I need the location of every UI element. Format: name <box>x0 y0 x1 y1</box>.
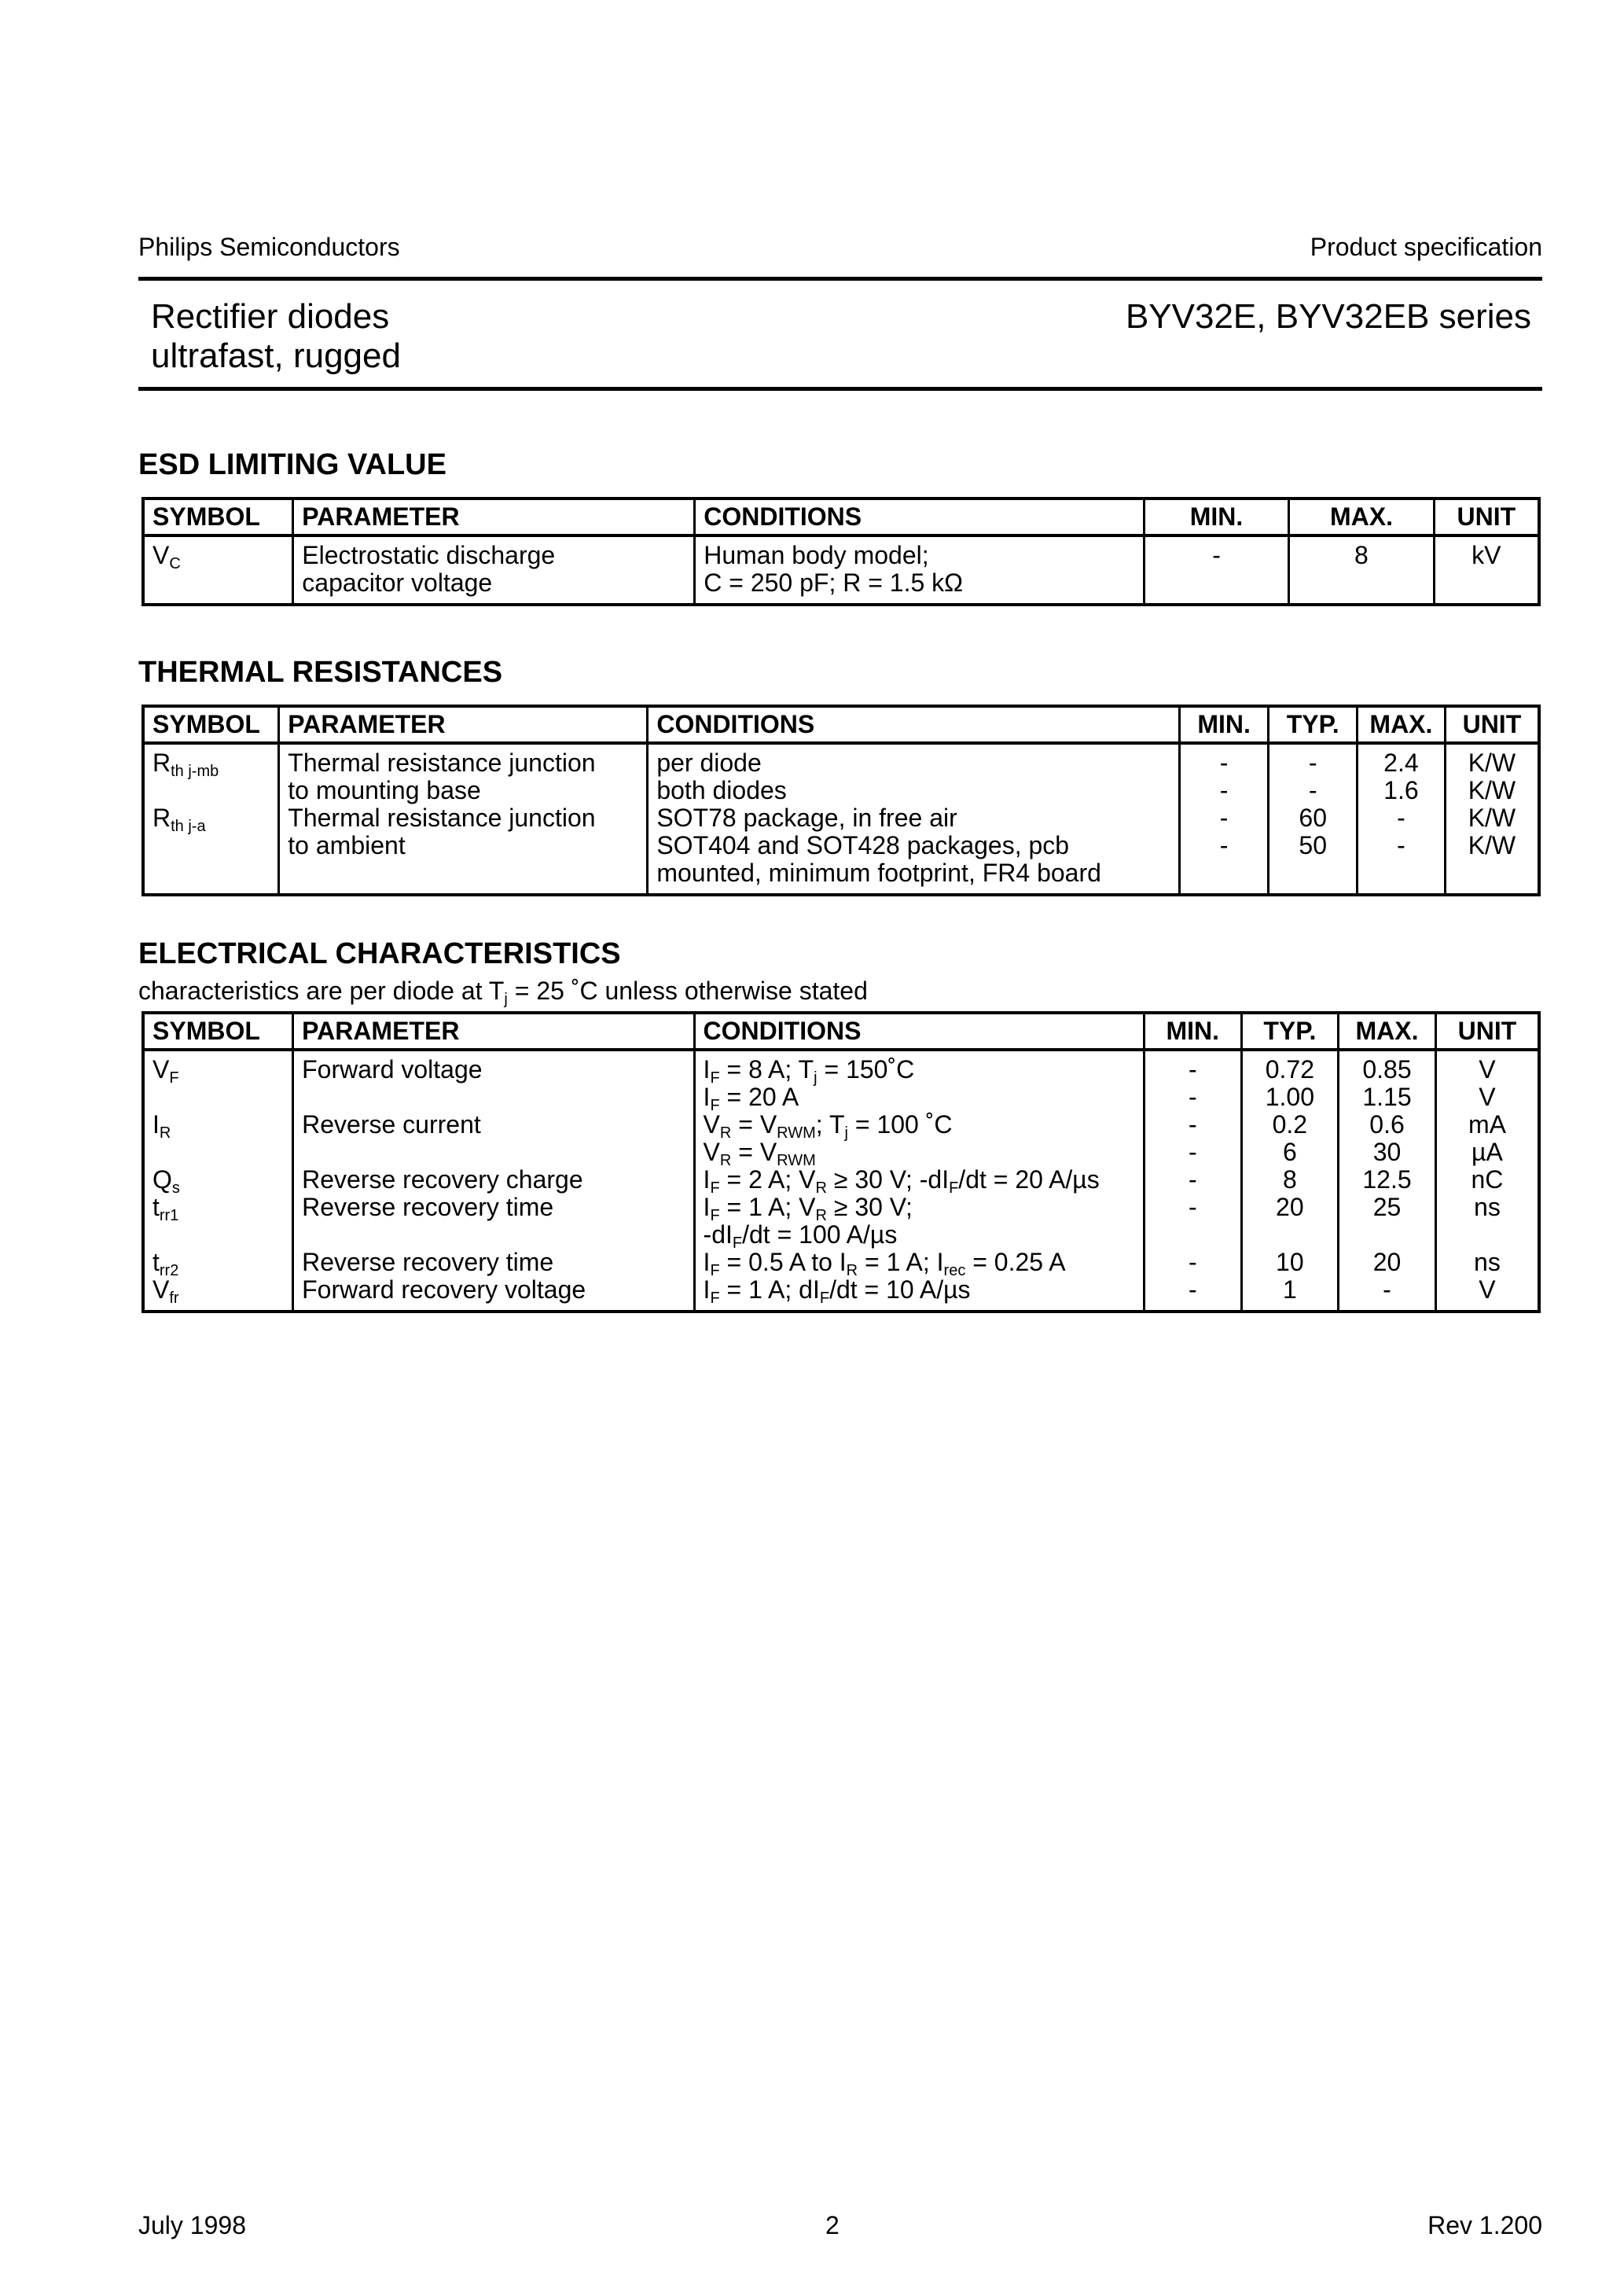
unit-cell: V V mA µA nC ns ns V <box>1435 1050 1539 1312</box>
symbol-cell: $V_C$ <box>143 535 293 605</box>
title-line-2: ultrafast, rugged <box>151 337 401 375</box>
electrical-note: characteristics are per diode at $T_j = 25$ ˚C unless otherwise stated <box>138 977 868 1008</box>
table-row <box>143 1050 1539 1312</box>
header-rule-bottom <box>138 387 1542 391</box>
col-typ: TYP. <box>1241 1013 1339 1050</box>
col-conditions: CONDITIONS <box>694 1013 1144 1050</box>
parameter-cell: Thermal resistance junction to mounting base Thermal resistance junction to ambient <box>279 743 648 895</box>
symbol-cell: $R_{th j-mb}$ $R_{th j-a}$ <box>143 743 279 895</box>
col-parameter: PARAMETER <box>293 1013 694 1050</box>
thermal-table <box>141 705 1541 896</box>
symbol-cell: $V_F$ $I_R$ $Q_s$ $t_{rr1}$ $t_{rr2}$ $V_{fr}$ <box>143 1050 293 1312</box>
esd-heading: ESD LIMITING VALUE <box>138 448 446 481</box>
part-number: BYV32E, BYV32EB series <box>1125 297 1531 336</box>
parameter-cell: Electrostatic discharge capacitor voltage <box>293 535 695 605</box>
document-title <box>151 297 401 376</box>
thermal-header-row <box>143 706 1539 743</box>
conditions-cell: Human body model; C = 250 pF; R = 1.5 kΩ <box>695 535 1145 605</box>
max-cell: 2.4 1.6 - - <box>1357 743 1445 895</box>
col-max: MAX. <box>1289 499 1434 535</box>
parameter-cell: Forward voltage Reverse current Reverse recovery charge Reverse recovery time Reverse recovery time Forward recovery voltage <box>293 1050 694 1312</box>
col-max: MAX. <box>1357 706 1445 743</box>
revision: Rev 1.200 <box>1427 2211 1542 2239</box>
conditions-cell: per diode both diodes SOT78 package, in free air SOT404 and SOT428 packages, pcb mounted, minimum footprint, FR4 board <box>648 743 1179 895</box>
esd-header-row <box>143 499 1539 535</box>
table-row <box>143 535 1539 605</box>
col-unit: UNIT <box>1434 499 1539 535</box>
typ-cell: 0.72 1.00 0.2 6 8 20 10 1 <box>1241 1050 1339 1312</box>
conditions-cell: $I_F = 8$ A; $T_j$ = 150˚C $I_F = 20$ A $V_R = V_{RWM}$; $T_j = 100$ ˚C $V_R = V_{RWM}$ $I_F = 2$ A; $V_R \ge 30$ V; $-dI_F/dt = 20$ A/µs $I_F = 1$ A; $V_R \ge 30$ V; $-dI_F/dt = 100$ A/µs $I_F = 0.5$ A to $I_R = 1$ A; $I_{rec} = 0.25$ A $I_F = 1$ A; $dI_F/dt = 10$ A/µs <box>694 1050 1144 1312</box>
max-cell: 0.85 1.15 0.6 30 12.5 25 20 - <box>1339 1050 1436 1312</box>
thermal-heading: THERMAL RESISTANCES <box>138 656 503 689</box>
col-parameter: PARAMETER <box>293 499 695 535</box>
col-min: MIN. <box>1144 499 1288 535</box>
min-cell: - - - - <box>1179 743 1269 895</box>
col-symbol: SYMBOL <box>143 706 279 743</box>
col-conditions: CONDITIONS <box>695 499 1145 535</box>
col-conditions: CONDITIONS <box>648 706 1179 743</box>
document-type: Product specification <box>1310 233 1542 261</box>
electrical-table <box>141 1011 1541 1313</box>
col-parameter: PARAMETER <box>279 706 648 743</box>
company-name: Philips Semiconductors <box>138 233 400 261</box>
electrical-heading: ELECTRICAL CHARACTERISTICS <box>138 937 621 970</box>
unit-cell: kV <box>1434 535 1539 605</box>
col-typ: TYP. <box>1269 706 1358 743</box>
page-number: 2 <box>825 2211 840 2239</box>
col-unit: UNIT <box>1435 1013 1539 1050</box>
col-min: MIN. <box>1144 1013 1241 1050</box>
typ-cell: - - 60 50 <box>1269 743 1358 895</box>
col-max: MAX. <box>1339 1013 1436 1050</box>
min-cell: - - - - - - - - <box>1144 1050 1241 1312</box>
esd-table <box>141 497 1541 606</box>
table-row <box>143 743 1539 895</box>
footer-date: July 1998 <box>138 2211 246 2239</box>
header-rule-top <box>138 277 1542 281</box>
title-line-1: Rectifier diodes <box>151 297 390 336</box>
max-cell: 8 <box>1289 535 1434 605</box>
col-symbol: SYMBOL <box>143 1013 293 1050</box>
col-symbol: SYMBOL <box>143 499 293 535</box>
unit-cell: K/W K/W K/W K/W <box>1445 743 1539 895</box>
col-min: MIN. <box>1179 706 1269 743</box>
col-unit: UNIT <box>1445 706 1539 743</box>
min-cell: - <box>1144 535 1288 605</box>
electrical-header-row <box>143 1013 1539 1050</box>
